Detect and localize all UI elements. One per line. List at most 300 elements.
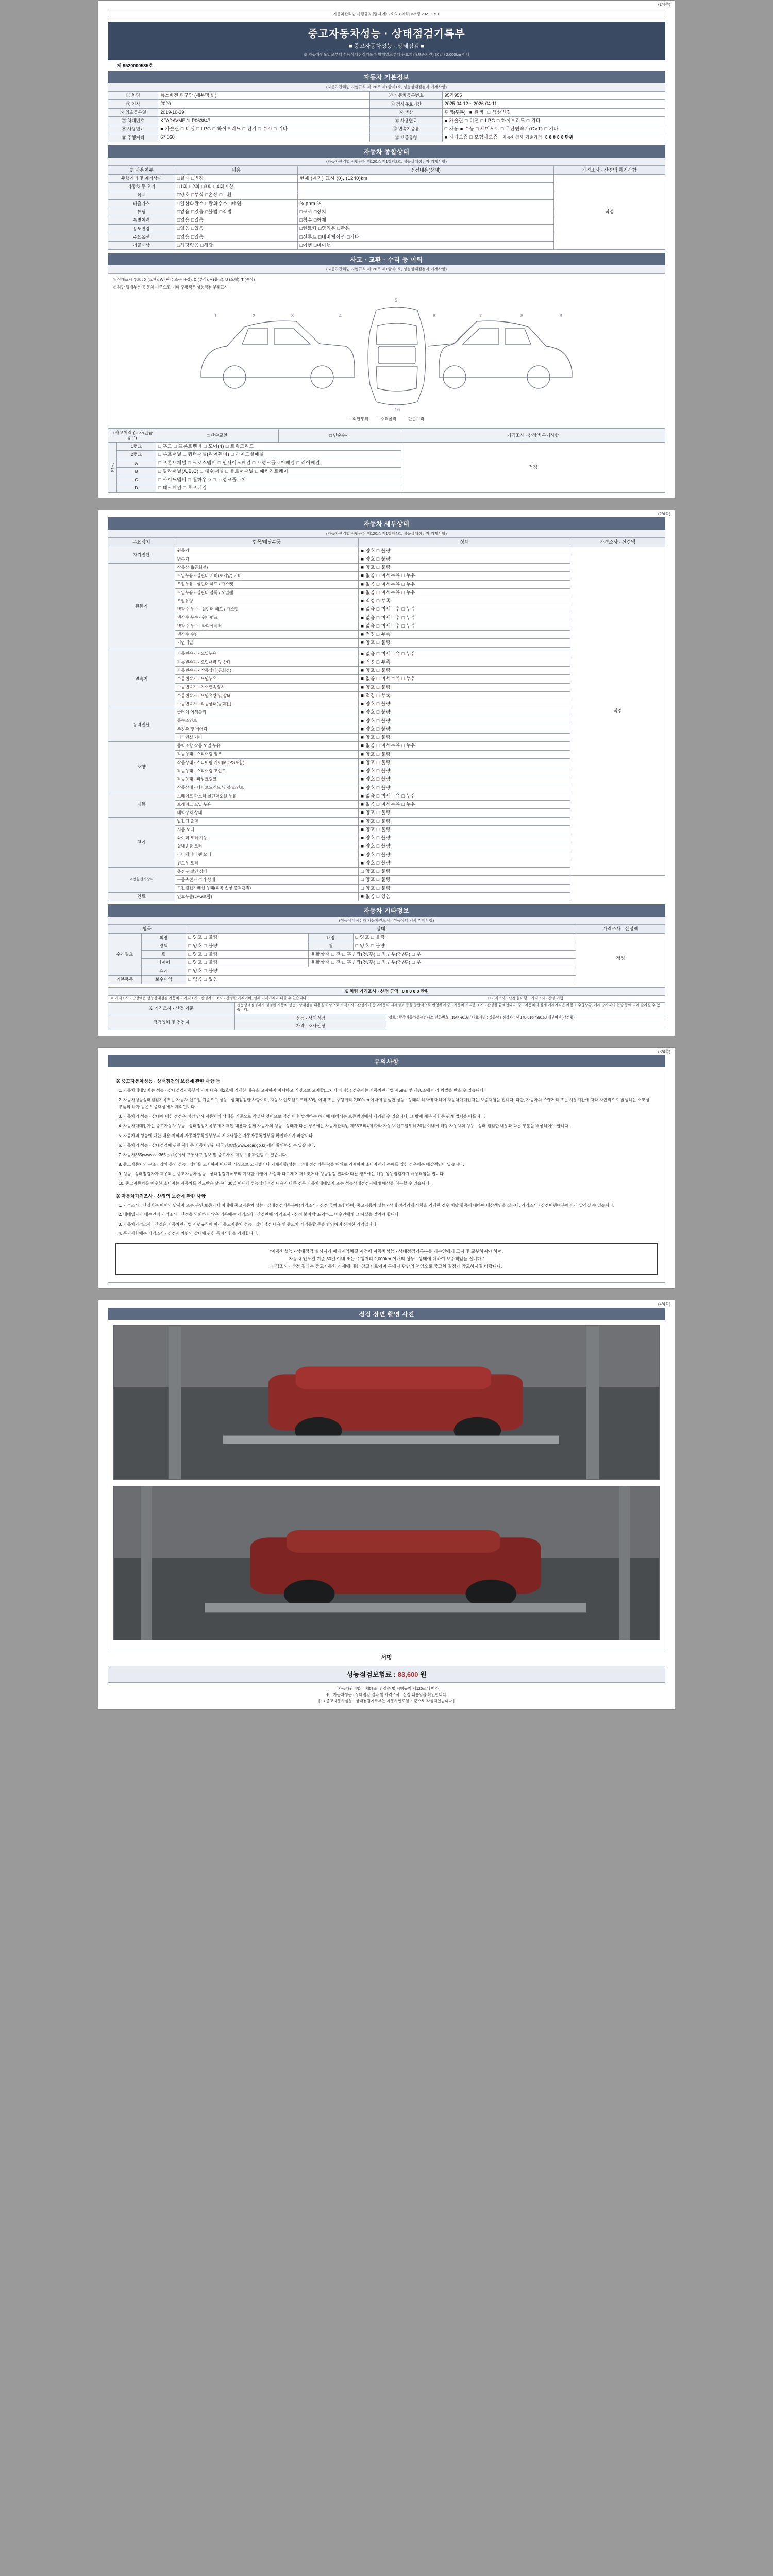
- label-first-reg: ⑤ 최초등록일: [108, 108, 158, 116]
- price-bar-label: ※ 차량 가격조사 · 산정 금액: [344, 988, 399, 994]
- diagram-legend: [112, 414, 661, 424]
- item-label: 원동기: [175, 547, 359, 555]
- notice-title: ※ 중고자동차성능 · 상태점검의 보증에 관한 사항 등: [115, 1079, 221, 1084]
- accident-bar: 사고 · 교환 · 수리 등 이력: [108, 253, 665, 265]
- notice-item: 8. 중고자동차의 구조 · 장치 등의 성능 · 상태를 고지하지 아니한 거짓으로 고지했거나 기재사항(성능 · 상태 점검기록부)을 허위로 기재하여 소비자에게 손해를 입힌 경우에는 배상책임이 있습니다.: [119, 1162, 464, 1167]
- col-right-head: 가격조사 · 산정액 특기사항: [401, 429, 665, 442]
- item-state: ■ 양호 □ 불량: [359, 817, 570, 825]
- svg-text:2: 2: [253, 313, 256, 318]
- foot-line-3: [ 1 / 중고자동차성능 · 상태점검기록부는 자동차인도일 기준으로 작성되었습니다 ]: [318, 1699, 455, 1704]
- value-price-standard: 0 0 0 0 0 만원: [545, 135, 574, 140]
- accident-diagram: [108, 274, 665, 429]
- item-state: ■ 양호 □ 불량: [359, 842, 570, 851]
- document-header: [98, 8, 675, 71]
- col-others-item: 항목: [108, 925, 186, 934]
- notice-bar: 유의사항: [108, 1055, 665, 1067]
- detail-state-section: [108, 517, 665, 901]
- guarantee-stamp: [115, 1243, 658, 1275]
- notice-item: 10. 중고자동차를 매수한 소비자는 자동차를 인도받은 날부터 30일 이내에 성능상태점검 내용과 다른 경우 자동차매매업자 또는 성능상태점검자에게 배상을 청구할 수 있습니다.: [119, 1181, 431, 1186]
- page-mark-4: (4/4쪽): [658, 1302, 670, 1307]
- row-opts-options: □없음 □있음: [175, 233, 297, 241]
- overall-price-note: 적정: [553, 174, 665, 249]
- group-fuel: 연료: [108, 892, 175, 901]
- notice-sub-item: 4. 특기사항에는 가격조사 · 산정시 차량의 상태에 관한 특이사항을 기재합니다.: [119, 1231, 259, 1236]
- table-row: [108, 92, 665, 100]
- item-label: 자동변속기 - 오일누유: [175, 650, 359, 658]
- svg-text:9: 9: [560, 313, 563, 318]
- item-label: 배력장치 상태: [175, 809, 359, 817]
- detail-bar: 자동차 세부상태: [108, 517, 665, 530]
- overall-sub: (자동차관리법 시행규칙 제120조 제1항제2호, 성능상태점검자 기재사항): [108, 158, 665, 166]
- item-label: 고전원전기배선 상태(피복,손상,충격흔적): [175, 884, 359, 892]
- value-platenumber: 95가955: [442, 92, 665, 100]
- others-item2: 내장: [309, 934, 353, 942]
- doc-title: 중고자동차성능 · 상태점검기록부: [308, 28, 465, 40]
- item-state: ■ 양호 □ 불량: [359, 639, 570, 647]
- svg-text:5: 5: [395, 297, 398, 303]
- doc-subtitle: ■ 중고자동차성능 · 상태점검 ■: [348, 43, 425, 50]
- item-label: 작동상태 - 파워크랭크: [175, 775, 359, 784]
- notice-section: [108, 1055, 665, 1283]
- others-table: [108, 925, 665, 984]
- price-table: [108, 987, 665, 1030]
- item-label: 작동상태 - 스티어링 조인트: [175, 767, 359, 775]
- rank-c: C: [117, 476, 156, 484]
- col-content: 내용: [175, 166, 297, 174]
- row-opts-frame: □양호 □부식 □손상 □교환: [175, 191, 297, 199]
- page-mark-3: (3/4쪽): [658, 1049, 670, 1054]
- rank-a: A: [117, 459, 156, 467]
- overall-state-section: [108, 145, 665, 250]
- others-item: 광택: [141, 942, 186, 950]
- label-warranty: ⑫ 보증유형: [370, 133, 443, 142]
- others-sub: (성능상태점검자 자동차인도시 · 성능상태 검사 기재사항): [108, 917, 665, 925]
- price-section: [108, 987, 665, 1030]
- item-state: ■ 적정 □ 부족: [359, 691, 570, 700]
- stamp-line-3: 가격조사 · 산정 결과는 중고자동차 시세에 대한 참고자료이며 구매자 판단의 책임으로 중고차 결정에 참고하시길 바랍니다.: [271, 1263, 502, 1269]
- color-value: 흰색(투톤): [444, 109, 466, 115]
- signature-label: 서명: [381, 1655, 392, 1662]
- inspector-label: 점검업체 및 점검자: [108, 1014, 235, 1030]
- parts-d: □ 데크패널 □ 루프레일: [156, 484, 401, 493]
- item-label: 작동상태 - 타이로드엔드 및 볼 조인트: [175, 784, 359, 792]
- svg-text:3: 3: [291, 313, 294, 318]
- item-state: ■ 적정 □ 부족: [359, 658, 570, 666]
- rank-d: D: [117, 484, 156, 493]
- item-label: 충전구 절연 상태: [175, 868, 359, 876]
- label-platenumber: ② 자동차등록번호: [370, 92, 443, 100]
- row-opts-usechange: □없음 □있음: [175, 225, 297, 233]
- others-item: 외장: [141, 934, 186, 942]
- col-detail: 점검내용(상태): [297, 166, 553, 174]
- others-item2: 휠: [309, 942, 353, 950]
- col-usage: ※ 사용여부: [108, 166, 175, 174]
- others-state2: □ 양호 □ 불량: [353, 934, 576, 942]
- parts-col-label: 구분: [108, 442, 117, 493]
- group-highvoltage: 고전원전기장치: [108, 868, 175, 893]
- item-state: ■ 양호 □ 불량: [359, 758, 570, 767]
- item-label: 디퍼렌셜 기어: [175, 734, 359, 742]
- row-detail-mileage: 현재 (계기) 표시 (0), (1240)km: [297, 174, 553, 182]
- col-bottom-1: □ 사고이력 (교차/판금 유무): [108, 429, 156, 442]
- row-detail-emission: % ppm %: [297, 199, 553, 208]
- diagram-note-1: ※ 상태표시 부호 : X (교환), W (판금 또는 용접), C (부식), A (흠집), U (요철), T (손상): [112, 277, 255, 282]
- price-body-head: ※ 가격조사 · 산정 기준: [108, 1003, 235, 1014]
- row-opts-owners: □1회 □2회 □3회 □4회이상: [175, 183, 297, 191]
- others-price-note: 적정: [576, 934, 665, 984]
- item-state: ■ 없음 □ 미세누유 □ 누유: [359, 742, 570, 750]
- item-state: ■ 없음 □ 미세누유 □ 누유: [359, 792, 570, 800]
- parts-2: □ 루프패널 □ 쿼터패널(리어휀더) □ 사이드실패널: [156, 451, 401, 459]
- detail-table: [108, 538, 665, 901]
- fee-unit: 원: [420, 1671, 427, 1679]
- others-item2: 윤활상태 □ 전 □ 후 / 좌(전/후) □ 좌 / 우(전/후) □ 우: [309, 959, 576, 967]
- page-1: [98, 0, 675, 498]
- others-state: □ 양호 □ 불량: [186, 950, 309, 958]
- col-bottom-3: □ 단순수리: [278, 429, 401, 442]
- notice-sub-item: 2. 매매업자가 매수인이 가격조사 · 산정을 의뢰하지 않은 경우에는 가격조사 · 산정란에 '가격조사 · 산정 불이행' 표기하고 매수인에게 그 사실을 알려야 합니다.: [119, 1212, 400, 1217]
- item-state: ■ 양호 □ 불량: [359, 564, 570, 572]
- item-label: 오일누유 - 실린더 블록 / 오일팬: [175, 588, 359, 597]
- item-label: 라디에이터 팬 모터: [175, 851, 359, 859]
- item-state: ■ 양호 □ 불량: [359, 555, 570, 563]
- col-others-price: 가격조사 · 산정액: [576, 925, 665, 934]
- col-item: 항목/해당부품: [175, 538, 359, 547]
- item-label: 연료누출(LPG포함): [175, 892, 359, 901]
- item-state: ■ 없음 □ 미세누유 □ 누유: [359, 572, 570, 580]
- table-row: [108, 987, 665, 995]
- inspector-row-value-2: [386, 1022, 665, 1030]
- item-state: ■ 없음 □ 미세누유 □ 누유: [359, 675, 570, 683]
- item-state: ■ 적정 □ 부족: [359, 597, 570, 605]
- others-state2: □ 양호 □ 불량: [353, 942, 576, 950]
- value-vin: KFADAVME 1LP063647: [158, 116, 370, 125]
- col-major-device: 주요장치: [108, 538, 175, 547]
- others-bar: 자동차 기타정보: [108, 904, 665, 917]
- row-cat-frame: 차대: [108, 191, 175, 199]
- stamp-line-2: 자동차 인도일 기준 30일 이내 또는 주행거리 2,000km 이내의 성능 · 상태에 대하여 보증책임을 집니다.": [289, 1256, 484, 1262]
- warranty-type: ■ 자가보증 □ 보험사보증: [444, 134, 498, 140]
- table-row: [108, 174, 665, 182]
- item-state: ■ 양호 □ 불량: [359, 834, 570, 842]
- item-label: 브레이크 오일 누유: [175, 801, 359, 809]
- price-digit-2: 0: [406, 988, 409, 994]
- foot-line-2: 중고자동차성능 · 상태점검 결과 및 가격조사 · 산정 내용임을 확인합니다.: [326, 1692, 447, 1698]
- inspector-row-label-2: 가격 · 조사산정: [234, 1022, 386, 1030]
- item-state: □ 양호 □ 불량: [359, 868, 570, 876]
- table-header-row: [108, 925, 665, 934]
- rank-1: 1랭크: [117, 442, 156, 450]
- notice-sub-title: ※ 자동차가격조사 · 산정의 보증에 관한 사항: [115, 1193, 206, 1199]
- overall-table: [108, 166, 665, 250]
- notice-item: 4. 자동차매매업자는 중고자동차 성능 · 상태점검기록부에 기재된 내용과 실제 자동차의 성능 · 상태가 다른 경우에는 자동차관리법 제58조의4에 따라 자동차 인도일부터 30일 이내에 해당 자동차의 성능 · 상태 점검한 내용과 다른 부분을 배상하여야 합니다.: [119, 1124, 570, 1129]
- row-detail-special: □침수 □화재: [297, 216, 553, 225]
- color-changed: □ 색상변경: [487, 109, 511, 115]
- item-label: 추진축 및 베어링: [175, 725, 359, 733]
- item-state: ■ 적정 □ 부족: [359, 631, 570, 639]
- others-state: □ 양호 □ 불량: [186, 967, 576, 975]
- item-label: 구동축전지 격리 상태: [175, 876, 359, 884]
- fee-label: 성능점검보험료 :: [346, 1671, 396, 1679]
- table-header-row: [108, 538, 665, 547]
- legend-outer: □ 외판부위: [349, 416, 369, 421]
- item-label: 와이퍼 모터 기능: [175, 834, 359, 842]
- item-state: ■ 양호 □ 불량: [359, 725, 570, 733]
- label-inspection-period: ④ 검사유효기간: [370, 100, 443, 108]
- item-state: ■ 양호 □ 불량: [359, 708, 570, 717]
- table-header-row: [108, 166, 665, 174]
- group-electric: 전기: [108, 817, 175, 868]
- table-row: [108, 934, 665, 942]
- others-item: 보수내역: [141, 975, 186, 984]
- svg-text:1: 1: [214, 313, 217, 318]
- notice-body-box: [108, 1067, 665, 1283]
- item-state: ■ 양호 □ 불량: [359, 851, 570, 859]
- item-label: 윈도우 모터: [175, 859, 359, 867]
- fee-bar: [108, 1666, 665, 1683]
- item-label: 수동변속기 - 오일유량 및 상태: [175, 691, 359, 700]
- notice-item: 9. 성능 · 상태점검자가 제공되는 중고자동차 성능 · 상태점검기록부의 기재한 사항이 사실과 다르게 기재하였거나 성능점검 결과와 다른 경우에는 해당 성능점검자가 배상책임을 집니다.: [119, 1172, 445, 1177]
- table-row: [108, 547, 665, 555]
- diagram-note-2: ※ 하단 덮개부분 등 동차 기준으로, 기타 주황색은 성능점검 부위표시: [112, 285, 228, 290]
- item-state: ■ 없음 □ 미세누수 □ 누수: [359, 622, 570, 630]
- inspector-row-label-1: 성능 · 상태점검: [234, 1014, 386, 1022]
- col-price: 가격조사 · 산정액: [570, 538, 665, 547]
- group-selfdiag: 자기진단: [108, 547, 175, 564]
- label-fuel2: ⑨ 사용연료: [108, 125, 158, 133]
- page-2: [98, 510, 675, 1036]
- item-state: ■ 양호 □ 불량: [359, 717, 570, 725]
- table-row: [108, 100, 665, 108]
- item-state: ■ 양호 □ 불량: [359, 809, 570, 817]
- price-note: ※ 가격조사 · 산정액은 성능상태점검 자동차의 가격조사 · 산정자가 조사 · 산정한 가격이며, 실제 거래가격과 다를 수 있습니다.: [108, 995, 386, 1003]
- value-year: 2020: [158, 100, 370, 108]
- table-row: [108, 1014, 665, 1022]
- item-label: 변속기: [175, 555, 359, 563]
- notice-list: [115, 1087, 658, 1188]
- row-detail-frame: [297, 191, 553, 199]
- item-label: 작동상태 - 스티어링 펌프: [175, 750, 359, 758]
- car-outline-svg: [191, 295, 582, 413]
- row-detail-recall: □이행 □미이행: [297, 241, 553, 249]
- label-year: ③ 연식: [108, 100, 158, 108]
- parts-b: □ 필라패널(A,B,C) □ 대쉬패널 □ 플로어패널 □ 패키지트레이: [156, 467, 401, 476]
- item-label: 자동변속기 - 오일유량 및 상태: [175, 658, 359, 666]
- notice-item: 2. 자동차성능상태점검기록부는 자동차 인도일 기준으로 성능 · 상태점검한 사항이며, 자동차 인도일로부터 30일 이내 또는 주행거리 2,000km 이내에 발생한 성능 · 상태의 하자에 대하여 자동차매매업자는 보증책임을 집니다. 다만, 자동차의 주행거리 또는 사용기간에 따라 자연적으로 발생하는 소모성 부품의 하자 등은 보증대상에서 제외됩니다.: [119, 1097, 650, 1110]
- item-label: 발전기 출력: [175, 817, 359, 825]
- item-label: 동력조향 작동 오일 누유: [175, 742, 359, 750]
- price-unit: 만원: [420, 988, 429, 994]
- value-mileage: 67,060: [158, 133, 370, 142]
- others-state: □ 양호 □ 불량: [186, 942, 309, 950]
- item-label: 실내송풍 모터: [175, 842, 359, 851]
- inspector-row-value-1: 상호 : 광주자동차성능검사소 전화번호 : 1544-9103 / 대표자명 : 김종삼 / 점검자 : 신 140-016-439160 대부여부(감정평): [386, 1014, 665, 1022]
- foot-line-1: 「자동차관리법」 제58조 및 같은 법 시행규칙 제120조에 따라: [334, 1686, 439, 1691]
- photo-bar: 점검 장면 촬영 사진: [108, 1308, 665, 1320]
- item-label: 작동상태(공회전): [175, 564, 359, 572]
- price-digit-4: 0: [413, 988, 416, 994]
- row-opts-tuning: □없음 □있음 □불법 □적법: [175, 208, 297, 216]
- footnote: [108, 1683, 665, 1704]
- others-state: □ 양호 □ 불량: [186, 959, 309, 967]
- fee-value: 83,600: [397, 1671, 418, 1679]
- item-state: ■ 양호 □ 불량: [359, 750, 570, 758]
- item-state: □ 양호 □ 불량: [359, 876, 570, 884]
- parts-a: □ 프론트패널 □ 크로스멤버 □ 인사이드패널 □ 트렁크플로어패널 □ 리어패널: [156, 459, 401, 467]
- col-state: 상태: [359, 538, 570, 547]
- table-row: [108, 429, 665, 442]
- page-mark-2: (2/4쪽): [658, 512, 670, 517]
- value-first-reg: 2019-10-29: [158, 108, 370, 116]
- row-opts-special: □없음 □있음: [175, 216, 297, 225]
- item-label: 자동변속기 - 작동상태(공회전): [175, 667, 359, 675]
- document-number: 제 9520000535호: [117, 63, 153, 69]
- notice-item: 7. 자동차365(www.car365.go.kr)에서 교통사고 정보 및 중고차 이력정보를 확인할 수 있습니다.: [119, 1153, 288, 1158]
- detail-price-note: 적정: [570, 547, 665, 876]
- svg-text:6: 6: [433, 313, 436, 318]
- overall-bar: 자동차 종합상태: [108, 145, 665, 158]
- item-state: ■ 없음 □ 미세누유 □ 누유: [359, 588, 570, 597]
- row-cat-usechange: 용도변경: [108, 225, 175, 233]
- col-others-state: 상태: [186, 925, 576, 934]
- photo-2-caption: [113, 1640, 660, 1643]
- price-digit-5: 0: [416, 988, 419, 994]
- notice-item: 1. 자동차매매업자는 성능 · 상태점검기록부의 기재 내용 제2호에 기재한 내용을 고지하지 아니하고 거짓으로 고지할(고치지 아니한) 경우에는 자동차관리법 제58조 및 제80조에 따라 처벌을 받을 수 있습니다.: [119, 1088, 485, 1093]
- other-info-section: [108, 904, 665, 984]
- rank-2: 2랭크: [117, 451, 156, 459]
- notice-item: 5. 자동차의 성능에 대한 내용 이외의 자동차등록원부상의 기재사항은 자동차등록원부를 확인하시기 바랍니다.: [119, 1133, 314, 1138]
- row-cat-tuning: 튜닝: [108, 208, 175, 216]
- notice-item: 3. 자동차의 성능 · 상태에 대한 점검은 점검 당시 자동차의 상태를 기준으로 작성된 것이므로 점검 이후 발생하는 하자에 대해서는 보증범위에서 제외될 수 있습니다. 그 밖에 세부 사항은 관계 법령을 따릅니다.: [119, 1114, 485, 1119]
- row-opts-recall: □해당없음 □해당: [175, 241, 297, 249]
- group-powertrain: 동력전달: [108, 708, 175, 742]
- item-label: 시동 모터: [175, 825, 359, 834]
- table-row: [108, 995, 665, 1003]
- value-color: [442, 108, 665, 116]
- item-state: ■ 양호 □ 불량: [359, 700, 570, 708]
- item-label: 수동변속기 - 작동상태(공회전): [175, 700, 359, 708]
- label-mileage: ⑪ 주행거리: [108, 133, 158, 142]
- stamp-line-1: "자동차성능 · 상태점검 실시자가 매매계약체결 이전에 자동차성능 · 상태점검기록부를 매수인에게 고지 및 교부하여야 하며,: [270, 1248, 503, 1254]
- group-engine: 원동기: [108, 564, 175, 650]
- photo-section: [108, 1308, 665, 1704]
- price-body: 성능상태점검자가 점검한 자동차 성능 · 상태점검 내용을 바탕으로 가격조사 · 산정자가 중고자동차 시세정보 등을 종합적으로 반영하여 중고자동차 가격을 조사 · 산정한 금액입니다. 중고자동차의 실제 거래가격은 차량의 수급상황, 거래 당사자의 협상 등에 따라 달라질 수 있습니다.: [234, 1003, 665, 1014]
- label-vin: ⑦ 차대번호: [108, 116, 158, 125]
- others-item: 타이어: [141, 959, 186, 967]
- legend-frame: □ 주요골격: [377, 416, 396, 421]
- legend-simple: □ 단순수리: [404, 416, 424, 421]
- row-cat-options: 주요옵션: [108, 233, 175, 241]
- photo-1-wrap: [113, 1325, 660, 1480]
- item-state: □ 양호 □ 불량: [359, 884, 570, 892]
- table-row: [108, 125, 665, 133]
- page-3: [98, 1047, 675, 1289]
- row-cat-recall: 리콜대상: [108, 241, 175, 249]
- item-state: ■ 양호 □ 불량: [359, 734, 570, 742]
- notice-sub-item: 1. 가격조사 · 산정자는 이해의 당사자 또는 본인 보증기재 이내에 중고자동차 성능 · 상태점검기록부에(가격조사 · 산정 금액 포함하여) 중고자동차 성능 · 상태 점검기재 사항을 기재한 경우 해당 항목에 대하여 배상책임을 집니다. 가격조사 · 산정이행여부에 따라 달라질 수 있습니다.: [119, 1202, 615, 1208]
- row-detail-usechange: □렌트카 □영업용 □관용: [297, 225, 553, 233]
- item-state: ■ 없음 □ 있음: [359, 892, 570, 901]
- item-state: ■ 없음 □ 미세누수 □ 누수: [359, 614, 570, 622]
- row-opts-mileage: □실제 □변경: [175, 174, 297, 182]
- value-carname: 폭스바겐 티구안 (세부명칭 ): [158, 92, 370, 100]
- row-cat-owners: 자동차 등 초기: [108, 183, 175, 191]
- col-price-note: 가격조사 · 산정액 특기사항: [553, 166, 665, 174]
- value-fuel: ■ 가솔린 □ 디젤 □ LPG □ 하이브리드 □ 기타: [442, 116, 665, 125]
- svg-text:10: 10: [395, 406, 400, 412]
- item-state: ■ 양호 □ 불량: [359, 775, 570, 784]
- basic-info-bar: 자동차 기본정보: [108, 71, 665, 83]
- row-cat-special: 특별이력: [108, 216, 175, 225]
- item-label: 오일누유 - 실린더 헤드 / 가스켓: [175, 580, 359, 588]
- others-cat-basic: 기본품목: [108, 975, 142, 984]
- svg-text:4: 4: [339, 313, 342, 318]
- svg-text:8: 8: [520, 313, 524, 318]
- accident-parts-table: [108, 429, 665, 493]
- row-cat-mileage: 주행거리 및 계기상태: [108, 174, 175, 182]
- price-check: □ 가격조사 · 산정 불이행 □ 가격조사 · 산정 이행: [386, 995, 665, 1003]
- item-label: 오일유량: [175, 597, 359, 605]
- basic-info-table: [108, 91, 665, 142]
- item-label: 클러치 어셈블리: [175, 708, 359, 717]
- notice-item: 6. 자동차의 성능 · 상태점검에 관한 사항은 자동차민원 대국민포털(www.ecar.go.kr)에서 확인하실 수 있습니다.: [119, 1143, 315, 1148]
- item-state: ■ 양호 □ 불량: [359, 547, 570, 555]
- accident-section: [108, 253, 665, 493]
- value-fuel2: ■ 가솔린 □ 디젤 □ LPG □ 하이브리드 □ 전기 □ 수소 □ 기타: [158, 125, 370, 133]
- table-row: [108, 108, 665, 116]
- item-label: 오일누유 - 실린더 커버(로커암) 커버: [175, 572, 359, 580]
- item-state: ■ 양호 □ 불량: [359, 859, 570, 867]
- page-4: [98, 1300, 675, 1710]
- item-state: ■ 없음 □ 미세누수 □ 누수: [359, 605, 570, 614]
- price-digit-1: 0: [402, 988, 405, 994]
- photo-box: [108, 1320, 665, 1649]
- table-row: [108, 116, 665, 125]
- row-detail-owners: [297, 183, 553, 191]
- detail-sub: (자동차관리법 시행규칙 제120조 제1항제4호, 성능상태점검자 기재사항): [108, 530, 665, 538]
- row-detail-tuning: □구조 □장치: [297, 208, 553, 216]
- color-original: ■ 원색: [469, 109, 484, 115]
- label-color: ⑥ 색상: [370, 108, 443, 116]
- others-item2: 윤활상태 □ 전 □ 후 / 좌(전/후) □ 좌 / 우(전/후) □ 우: [309, 950, 576, 958]
- item-label: 냉각수 수량: [175, 631, 359, 639]
- basic-info-section: [108, 71, 665, 142]
- item-state: ■ 없음 □ 미세누유 □ 누유: [359, 801, 570, 809]
- item-state: ■ 없음 □ 미세누유 □ 누유: [359, 650, 570, 658]
- table-row: [108, 1003, 665, 1014]
- parts-1: □ 후드 □ 프론트휀더 □ 도어(4) □ 트렁크리드: [156, 442, 401, 450]
- item-label: 브레이크 마스터 실린더오일 누유: [175, 792, 359, 800]
- row-cat-emission: 배출가스: [108, 199, 175, 208]
- parts-c: □ 사이드멤버 □ 휠하우스 □ 트렁크플로어: [156, 476, 401, 484]
- accident-sub: (자동차관리법 시행규칙 제120조 제1항제3호, 성능상태점검자 기재사항): [108, 265, 665, 274]
- label-fuel: ⑧ 사용연료: [370, 116, 443, 125]
- inspection-photo-2: [113, 1486, 660, 1640]
- rank-b: B: [117, 467, 156, 476]
- item-label: 냉각수 누수 - 실린더 헤드 / 가스켓: [175, 605, 359, 614]
- others-state: □ 양호 □ 불량: [186, 934, 309, 942]
- doc-subnote: ※ 자동차인도일로부터 성능상태점검기록부 발행일로부터 유효기간(보증기간) 30일 / 2,000km 이내: [304, 52, 469, 57]
- accident-price-note: 적정: [401, 442, 665, 493]
- item-state: ■ 없음 □ 미세누유 □ 누유: [359, 580, 570, 588]
- car-diagram-group: [112, 293, 661, 414]
- group-transmission: 변속기: [108, 650, 175, 708]
- group-brake: 제동: [108, 792, 175, 817]
- title-band: [108, 22, 665, 60]
- value-warranty: [442, 133, 665, 142]
- form-legal-note: 자동차관리법 시행규칙 [별지 제82호의3 서식] <개정 2021.1.5.>: [108, 10, 665, 19]
- item-label: 커먼레일: [175, 639, 359, 647]
